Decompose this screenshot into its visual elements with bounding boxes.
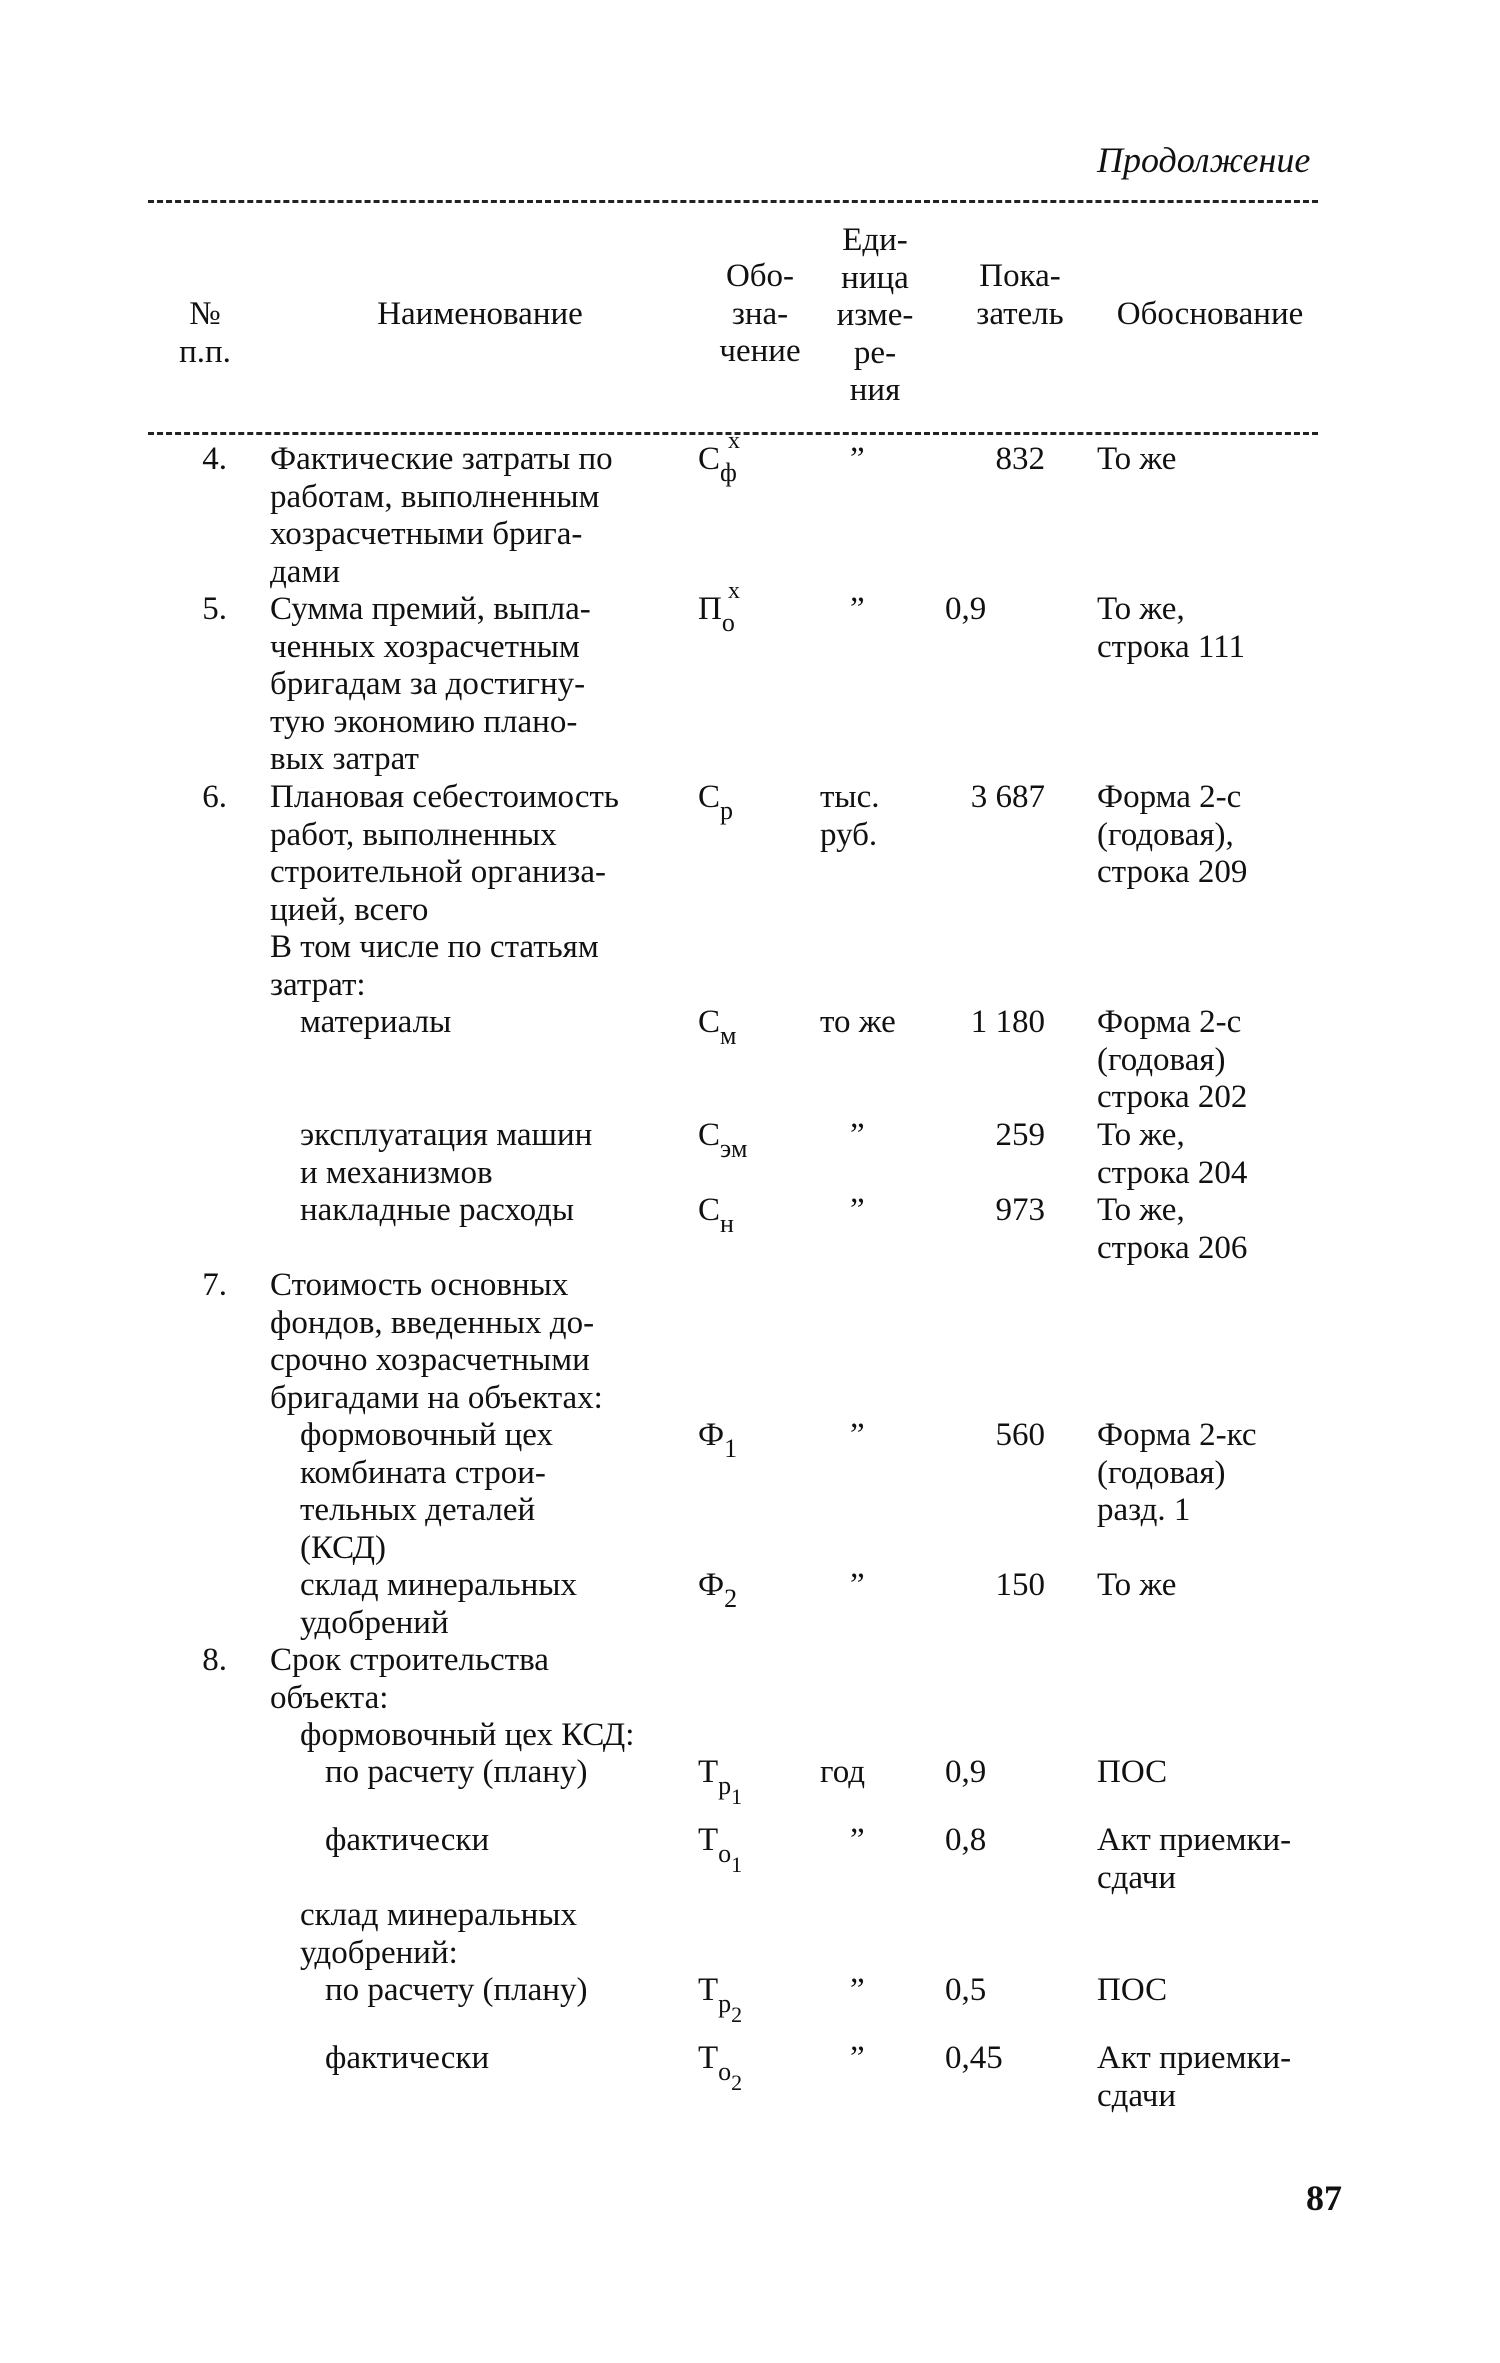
row-value: 832 (995, 441, 1045, 477)
symbol-base: Т (698, 1754, 719, 1790)
row-name-line: формовочный цех (300, 1417, 553, 1453)
header-value (960, 258, 1080, 333)
symbol-base: Т (698, 1972, 719, 2008)
page-number: 87 (1306, 2178, 1342, 2218)
row-name-line: комбината строи- (300, 1454, 546, 1491)
symbol-subscript: о (718, 2057, 732, 2086)
symbol-subscript: р (718, 1989, 732, 2018)
header-unit-line: Еди- (842, 222, 908, 258)
row-value: 0,5 (945, 1972, 987, 2008)
row-unit-line: руб. (820, 816, 878, 853)
row-basis (1097, 2040, 1291, 2115)
row-note (270, 929, 599, 1004)
row-note-line: затрат: (270, 966, 366, 1003)
row-group-label: формовочный цех КСД: (300, 1717, 635, 1753)
row-basis (1097, 1417, 1256, 1530)
header-top-rule (148, 200, 1318, 203)
symbol-subscript: 1 (724, 1434, 738, 1463)
row-number-text: 6. (202, 779, 227, 815)
header-num-line: № (189, 296, 221, 332)
symbol-subscript: м (720, 1021, 737, 1050)
row-name (270, 1642, 549, 1717)
row-value: 0,9 (945, 1754, 987, 1790)
row-number (187, 1267, 227, 1305)
row-basis-line: Акт приемки- (1097, 1822, 1292, 1858)
symbol-sub-subscript: 2 (731, 2070, 743, 2095)
row-value: 259 (995, 1117, 1045, 1153)
row-basis-line: сдачи (1097, 1859, 1177, 1896)
row-unit-line: тыс. (820, 779, 880, 815)
row-basis-line: строка 202 (1097, 1079, 1248, 1115)
header-symbol-line: Обо- (725, 258, 795, 294)
row-name-line: тельных деталей (300, 1492, 536, 1528)
row-name-line: тую экономию плано- (270, 703, 578, 740)
row-name-line: Плановая себестоимость (270, 779, 619, 815)
symbol-subscript: эм (720, 1134, 748, 1163)
row-symbol (698, 779, 734, 825)
row-number (187, 591, 227, 629)
row-unit: ” (850, 1972, 865, 2008)
row-number (187, 1642, 227, 1680)
row-unit: ” (850, 1822, 865, 1858)
row-basis-line: строка 209 (1097, 854, 1248, 890)
row-name-line: эксплуатация машин (300, 1117, 593, 1153)
row-basis-line: Форма 2-с (1097, 1004, 1242, 1040)
row-basis (1097, 1972, 1167, 2010)
symbol-base: С (698, 1004, 721, 1040)
row-unit: ” (850, 441, 865, 477)
row-name-line: бригадами на объектах: (270, 1379, 603, 1416)
row-basis (1097, 1004, 1247, 1117)
header-unit-line: ния (849, 372, 901, 408)
row-name (270, 591, 591, 779)
row-name (300, 1417, 553, 1567)
header-symbol-line: чение (719, 333, 801, 369)
row-name-line: ченных хозрасчетным (270, 628, 580, 665)
continuation-label: Продолжение (1097, 140, 1311, 180)
header-value-line: затель (976, 295, 1064, 332)
row-name-line: удобрений (300, 1604, 449, 1641)
symbol-subscript: р (718, 1771, 732, 1800)
row-name (300, 1567, 577, 1642)
symbol-subscript: ф (720, 458, 737, 487)
row-unit: ” (850, 2040, 865, 2076)
row-unit: ” (850, 591, 865, 627)
symbol-base: С (698, 1117, 721, 1153)
row-basis (1097, 1117, 1247, 1192)
row-symbol (698, 1004, 737, 1050)
row-value: 0,9 (945, 591, 987, 627)
row-name-line: строительной организа- (270, 854, 606, 890)
row-basis-line: То же, (1097, 1192, 1185, 1228)
row-symbol (698, 1417, 738, 1463)
symbol-sub-subscript: 2 (731, 2002, 743, 2027)
symbol-subscript: о (721, 608, 735, 637)
row-name-line: Срок строительства (270, 1642, 549, 1678)
row-note-line: В том числе по статьям (270, 929, 599, 965)
row-name-line: работам, выполненным (270, 478, 600, 515)
row-name-line: (КСД) (300, 1529, 387, 1566)
header-symbol-line: зна- (731, 295, 789, 332)
symbol-subscript: н (720, 1209, 734, 1238)
row-name (300, 1117, 592, 1192)
symbol-base: Ф (698, 1417, 725, 1453)
header-num (160, 296, 250, 371)
row-name-line: вых затрат (270, 741, 419, 777)
symbol-base: Т (698, 2040, 719, 2076)
row-value: 0,45 (945, 2040, 1003, 2076)
row-name-line: склад минеральных (300, 1567, 577, 1603)
row-basis-line: То же, (1097, 591, 1185, 627)
row-basis-line: сдачи (1097, 2077, 1177, 2114)
row-unit: ” (850, 1117, 865, 1153)
row-basis-line: ПОС (1097, 1754, 1168, 1790)
symbol-subscript: р (720, 796, 734, 825)
row-name-line: работ, выполненных (270, 816, 557, 853)
row-number-text: 7. (202, 1267, 227, 1303)
header-basis: Обоснование (1116, 296, 1304, 332)
symbol-base: Ф (698, 1567, 725, 1603)
row-name-line: Сумма премий, выпла- (270, 591, 591, 627)
row-basis-line: (годовая) (1097, 1041, 1226, 1078)
row-unit: ” (850, 1417, 865, 1453)
row-symbol (698, 1192, 734, 1238)
header-value-line: Пока- (979, 258, 1061, 294)
row-value: 0,8 (945, 1822, 987, 1858)
row-basis-line: строка 204 (1097, 1154, 1248, 1191)
row-basis-line: ПОС (1097, 1972, 1168, 2008)
row-value: 973 (995, 1192, 1045, 1228)
symbol-base: П (698, 591, 722, 627)
row-name-line: Стоимость основных (270, 1267, 569, 1303)
row-group-line: удобрений: (300, 1934, 458, 1971)
row-basis-line: То же (1097, 1567, 1177, 1603)
symbol-base: Т (698, 1822, 719, 1858)
header-unit-line: ре- (853, 334, 897, 371)
row-number-text: 5. (202, 591, 227, 627)
row-basis-line: То же, (1097, 1117, 1185, 1153)
row-name-line: фондов, введенных до- (270, 1304, 595, 1341)
row-name: по расчету (плану) (325, 1754, 588, 1790)
row-basis-line: (годовая), (1097, 816, 1234, 853)
row-symbol (698, 1972, 743, 2027)
row-name-line: бригадам за достигну- (270, 666, 586, 702)
row-basis (1097, 1754, 1167, 1792)
row-basis-line: разд. 1 (1097, 1492, 1191, 1528)
symbol-superscript: х (728, 578, 740, 604)
row-name-line: Фактические затраты по (270, 441, 613, 477)
row-basis-line: строка 111 (1097, 628, 1245, 665)
row-number (187, 779, 227, 817)
row-number (187, 441, 227, 479)
row-value: 3 687 (970, 779, 1045, 815)
row-name: фактически (325, 1822, 490, 1858)
row-name-line: и механизмов (300, 1154, 493, 1191)
row-name-line: срочно хозрасчетными (270, 1342, 590, 1378)
header-unit-line: изме- (836, 297, 914, 333)
row-symbol (698, 1117, 748, 1163)
row-number-text: 8. (202, 1642, 227, 1678)
row-basis (1097, 779, 1247, 892)
row-value: 560 (995, 1417, 1045, 1453)
symbol-superscript: х (728, 428, 740, 454)
row-group-line: склад минеральных (300, 1897, 577, 1933)
row-name (300, 1004, 451, 1042)
row-name (300, 1192, 574, 1230)
row-basis-line: То же (1097, 441, 1177, 477)
row-basis-line: Акт приемки- (1097, 2040, 1292, 2076)
row-symbol (698, 1822, 743, 1877)
header-name: Наименование (377, 296, 583, 332)
row-symbol (698, 1567, 738, 1613)
row-symbol (698, 578, 740, 637)
row-name: по расчету (плану) (325, 1972, 588, 2008)
symbol-base: С (698, 441, 721, 477)
row-number-text: 4. (202, 441, 227, 477)
row-value: 150 (995, 1567, 1045, 1603)
row-name-line: дами (270, 553, 340, 590)
symbol-base: С (698, 779, 721, 815)
header-unit (815, 222, 935, 410)
row-basis-line: (годовая) (1097, 1454, 1226, 1491)
row-symbol (698, 2040, 743, 2095)
row-unit: то же (820, 1004, 896, 1040)
header-unit-line: ница (841, 259, 909, 296)
row-name (270, 1267, 603, 1417)
row-basis-line: строка 206 (1097, 1229, 1248, 1266)
symbol-sub-subscript: 1 (731, 1784, 743, 1809)
symbol-sub-subscript: 1 (731, 1852, 743, 1877)
row-basis (1097, 1567, 1176, 1605)
header-symbol (700, 258, 820, 371)
row-unit: год (820, 1754, 866, 1790)
row-symbol (698, 1754, 743, 1809)
row-basis (1097, 441, 1176, 479)
symbol-subscript: о (718, 1839, 732, 1868)
row-name-line: цией, всего (270, 891, 429, 928)
symbol-subscript: 2 (724, 1584, 738, 1613)
row-basis (1097, 591, 1245, 666)
row-name-line: объекта: (270, 1679, 389, 1716)
row-name: фактически (325, 2040, 490, 2076)
row-symbol (698, 428, 740, 487)
symbol-base: С (698, 1192, 721, 1228)
row-basis-line: Форма 2-с (1097, 779, 1242, 815)
row-unit (820, 779, 880, 854)
header-num-line: п.п. (179, 333, 231, 370)
row-basis-line: Форма 2-кс (1097, 1417, 1257, 1453)
row-name-line: хозрасчетными брига- (270, 516, 583, 552)
row-name-line: накладные расходы (300, 1192, 575, 1228)
row-name-line: материалы (300, 1004, 452, 1040)
row-name (270, 441, 613, 591)
row-unit: ” (850, 1567, 865, 1603)
row-basis (1097, 1822, 1291, 1897)
row-unit: ” (850, 1192, 865, 1228)
row-name (270, 779, 619, 929)
row-value: 1 180 (970, 1004, 1045, 1040)
row-basis (1097, 1192, 1247, 1267)
row-group-label (300, 1897, 577, 1972)
